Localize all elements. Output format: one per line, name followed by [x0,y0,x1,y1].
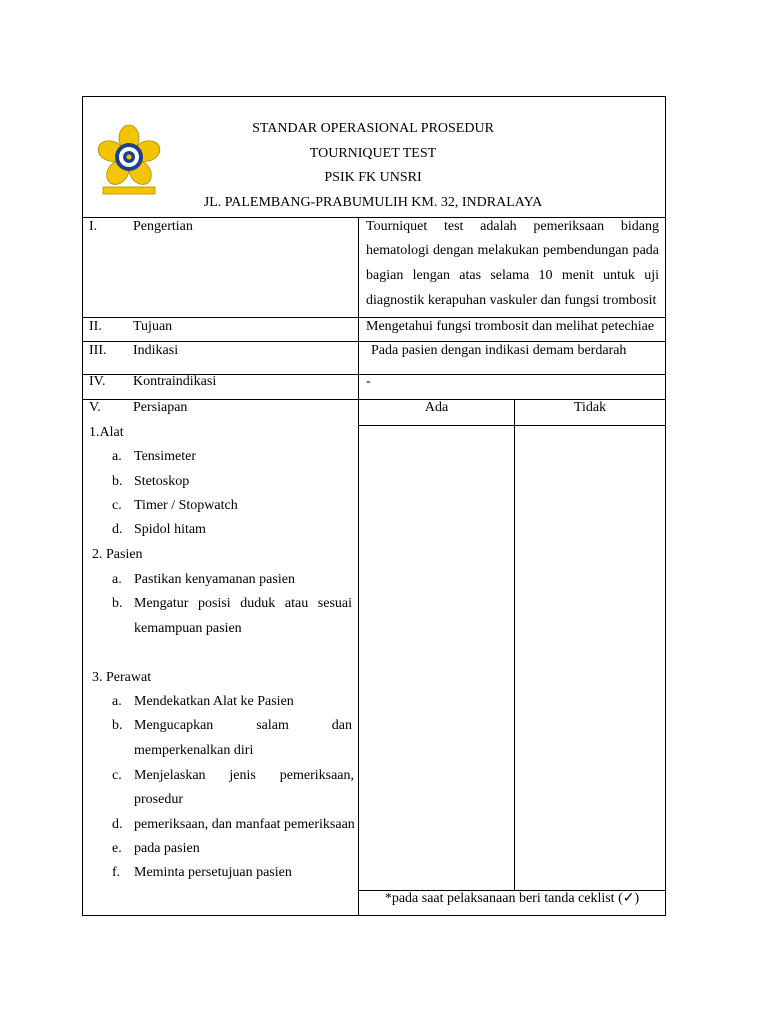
section-label-indikasi: Indikasi [133,343,179,358]
pengertian-line: Tourniquet test adalah pemeriksaan bidang [366,219,659,234]
divider [83,217,665,218]
list-item-letter: a. [112,449,122,464]
section-label-tujuan: Tujuan [133,319,173,334]
list-item-letter: f. [112,865,121,880]
pengertian-line: diagnostik kerapuhan vaskuler dan fungsi trombosit [366,293,657,308]
list-item: Tensimeter [134,449,196,464]
list-item: Meminta persetujuan pasien [134,865,292,880]
subsection-heading-perawat: 3. Perawat [92,670,152,685]
ada-check-cell[interactable] [359,426,514,890]
list-item: pemeriksaan, dan manfaat pemeriksaan [134,817,355,832]
indikasi-text: Pada pasien dengan indikasi demam berdarah [371,343,627,358]
checklist-footnote: *pada saat pelaksanaan beri tanda ceklist (✓) [384,891,640,906]
section-number: II. [89,319,102,334]
column-header-tidak: Tidak [573,400,607,415]
list-item-letter: d. [112,522,123,537]
section-label-kontraindikasi: Kontraindikasi [133,374,217,389]
list-item-continuation: memperkenalkan diri [134,743,254,758]
list-item-continuation: prosedur [134,792,183,807]
list-item-letter: c. [112,498,122,513]
pengertian-line: bagian lengan atas selama 10 menit untuk uji [366,268,659,283]
divider [83,341,665,342]
subsection-heading-pasien: 2. Pasien [92,547,143,562]
header-institution: PSIK FK UNSRI [324,170,422,185]
list-item: Mendekatkan Alat ke Pasien [134,694,294,709]
list-item-letter: e. [112,841,122,856]
header-subtitle: TOURNIQUET TEST [309,146,437,161]
list-item: Menjelaskan jenis pemeriksaan, [134,768,354,783]
sop-document-frame [82,96,666,916]
section-number: I. [89,219,98,234]
list-item-letter: a. [112,572,122,587]
university-emblem-icon [97,123,161,197]
list-item-letter: d. [112,817,123,832]
list-item: Pastikan kenyamanan pasien [134,572,295,587]
tidak-check-cell[interactable] [515,426,665,890]
list-item: Mengatur posisi duduk atau sesuai [134,596,352,611]
section-number: III. [89,343,107,358]
list-item-letter: b. [112,474,123,489]
section-label-persiapan: Persiapan [133,400,188,415]
section-number: V. [89,400,101,415]
kontraindikasi-text: - [366,374,371,389]
list-item-letter: b. [112,718,123,733]
header-title: STANDAR OPERASIONAL PROSEDUR [252,121,494,136]
list-item-letter: a. [112,694,122,709]
tujuan-text: Mengetahui fungsi trombosit dan melihat petechiae [366,319,655,334]
pengertian-line: hematologi dengan melakukan pembendungan pada [366,243,659,258]
list-item-continuation: kemampuan pasien [134,621,242,636]
list-item: Spidol hitam [134,522,206,537]
list-item: Stetoskop [134,474,190,489]
subsection-heading-alat: 1.Alat [89,425,124,440]
section-label-pengertian: Pengertian [133,219,193,234]
list-item-letter: c. [112,768,122,783]
list-item-letter: b. [112,596,123,611]
column-header-ada: Ada [424,400,449,415]
list-item: pada pasien [134,841,200,856]
list-item: Timer / Stopwatch [134,498,238,513]
list-item: Mengucapkan salam dan [134,718,352,733]
header-address: JL. PALEMBANG-PRABUMULIH KM. 32, INDRALAYA [203,195,543,210]
section-number: IV. [89,374,106,389]
divider [83,317,665,318]
